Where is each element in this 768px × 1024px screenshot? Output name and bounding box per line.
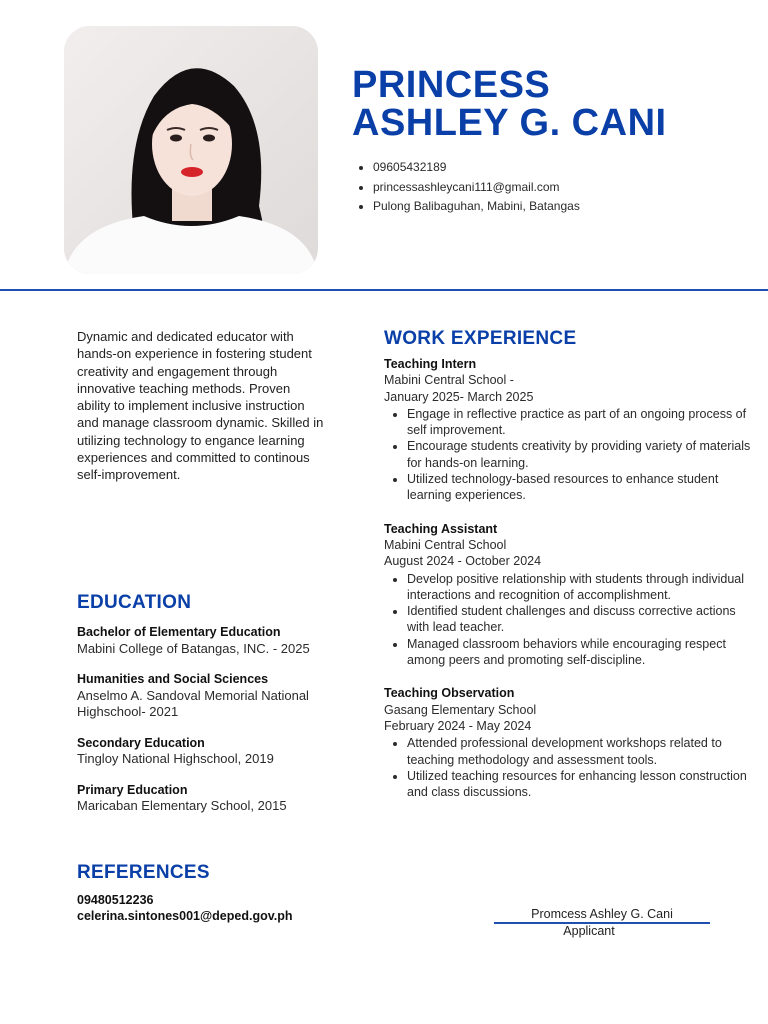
education-item <box>77 671 337 721</box>
job-dates: January 2025- March 2025 <box>384 389 534 404</box>
name-line-1: PRINCESS <box>352 64 551 106</box>
contact-email: • princessashleycani111@gmail.com <box>373 178 580 198</box>
job-role: Teaching Observation <box>384 686 515 701</box>
job-bullet: • Utilized teaching resources for enhancing lesson construction and class discussions. <box>407 768 754 801</box>
job-entry <box>384 521 754 669</box>
job-bullet: • Develop positive relationship with students through individual interactions and recognition of accomplishment. <box>407 571 754 604</box>
education-title: Bachelor of Elementary Education <box>77 625 281 639</box>
job-organization: Mabini Central School - <box>384 373 514 388</box>
reference-phone: 09480512236 <box>77 893 154 907</box>
applicant-name <box>352 66 667 142</box>
job-bullet: • Identified student challenges and discuss corrective actions with lead teacher. <box>407 603 754 636</box>
education-item <box>77 735 337 768</box>
job-bullet: • Utilized technology-based resources to enhance student learning experiences. <box>407 471 754 504</box>
work-heading: WORK EXPERIENCE <box>384 328 577 349</box>
references-heading: REFERENCES <box>77 862 210 883</box>
job-role: Teaching Assistant <box>384 521 498 536</box>
education-detail: Anselmo A. Sandoval Memorial National Highschool- 2021 <box>77 687 309 719</box>
job-dates: February 2024 - May 2024 <box>384 718 532 733</box>
job-role: Teaching Intern <box>384 357 477 371</box>
job-bullets <box>384 735 754 800</box>
job-entry <box>384 685 754 800</box>
education-item <box>77 624 337 657</box>
job-bullets <box>384 406 754 504</box>
job-bullet: • Encourage students creativity by providing variety of materials for hands-on learning. <box>407 438 754 471</box>
education-heading: EDUCATION <box>77 592 192 613</box>
job-bullet: • Attended professional development workshops related to teaching methodology and assessment tools. <box>407 735 754 768</box>
job-bullet: • Engage in reflective practice as part of an ongoing process of self improvement. <box>407 406 754 439</box>
education-detail: Tingloy National Highschool, 2019 <box>77 751 274 766</box>
education-title: Secondary Education <box>77 735 205 750</box>
education-section <box>77 592 337 829</box>
job-bullets <box>384 571 754 669</box>
education-title: Primary Education <box>77 782 188 797</box>
job-organization: Mabini Central School <box>384 537 507 552</box>
name-line-2: ASHLEY G. CANI <box>352 102 667 144</box>
references-section <box>77 862 337 924</box>
job-organization: Gasang Elementary School <box>384 702 537 717</box>
education-detail: Mabini College of Batangas, INC. - 2025 <box>77 640 310 656</box>
contact-address: • Pulong Balibaguhan, Mabini, Batangas <box>373 197 580 217</box>
reference-email: celerina.sintones001@deped.gov.ph <box>77 909 293 923</box>
profile-summary: Dynamic and dedicated educator with hands-on experience in fostering student creativity and engagement through innovative teaching methods. Proven ability to implement inclusive instruction and manage classroom dynamic. Skilled in utilizing technology to engance learning experiences and committed to continous self-improvement. <box>77 329 324 483</box>
profile-photo <box>64 26 318 274</box>
header-divider <box>0 289 768 291</box>
job-entry <box>384 356 754 504</box>
contact-phone: • 09605432189 <box>373 158 580 178</box>
work-experience-section <box>384 328 754 817</box>
job-bullet: • Managed classroom behaviors while encouraging respect among peers and promoting self-discipline. <box>407 636 754 669</box>
job-dates: August 2024 - October 2024 <box>384 554 542 569</box>
education-item <box>77 782 337 815</box>
education-title: Humanities and Social Sciences <box>77 672 269 686</box>
contact-list <box>356 158 580 217</box>
signature-title: Applicant <box>563 924 615 938</box>
education-detail: Maricaban Elementary School, 2015 <box>77 798 287 813</box>
portrait-illustration <box>64 26 318 274</box>
signature-name: Promcess Ashley G. Cani <box>531 907 673 921</box>
